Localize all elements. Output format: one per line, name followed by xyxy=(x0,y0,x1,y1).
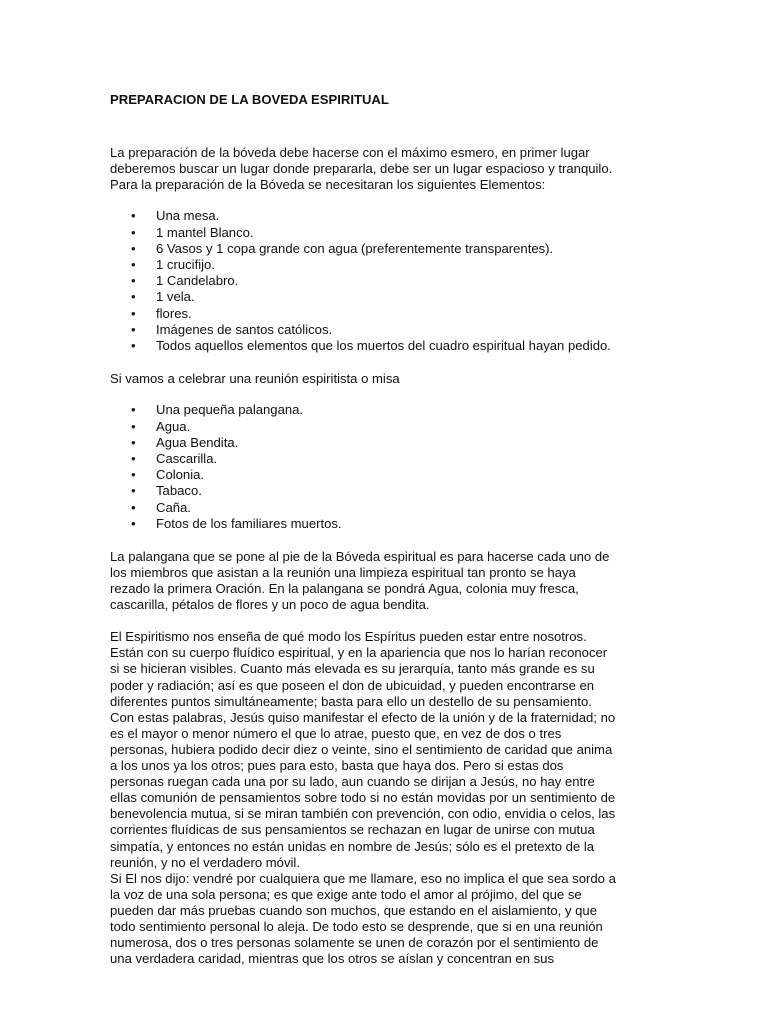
list-item-text: Cascarilla. xyxy=(156,450,218,466)
text-line: Para la preparación de la Bóveda se necesitaran los siguientes Elementos: xyxy=(110,177,546,193)
list-item-text: Tabaco. xyxy=(156,483,202,499)
list-item-text: Agua. xyxy=(156,418,191,434)
bullet-icon: • xyxy=(131,256,136,272)
list-item-text: Fotos de los familiares muertos. xyxy=(156,515,342,531)
misa-list xyxy=(110,402,685,532)
text-line: corrientes fluídicas de sus pensamientos se rechazan en lugar de unirse con mutua xyxy=(110,822,595,838)
misa-intro: Si vamos a celebrar una reunión espiritista o misa xyxy=(110,371,400,387)
text-line: deberemos buscar un lugar donde prepararla, debe ser un lugar espacioso y tranquilo. xyxy=(110,161,613,177)
list-item-text: Una pequeña palangana. xyxy=(156,402,304,418)
text-line: la voz de una sola persona; es que exige ante todo el amor al prójimo, del que se xyxy=(110,886,582,902)
text-line: pueden dar más pruebas cuando son muchos, que estando en el aislamiento, y que xyxy=(110,902,597,918)
list-item-text: 1 mantel Blanco. xyxy=(156,224,254,240)
document-page xyxy=(110,92,685,967)
text-line: numerosa, dos o tres personas solamente se unen de corazón por el sentimiento de xyxy=(110,935,599,951)
text-line: los miembros que asistan a la reunión una limpieza espiritual tan pronto se haya xyxy=(110,565,576,581)
text-line: personas ruegan cada una por su lado, aun cuando se dirijan a Jesús, no hay entre xyxy=(110,774,595,790)
text-line: todo sentimiento personal lo aleja. De todo esto se desprende, que si en una reunión xyxy=(110,918,603,934)
list-item xyxy=(110,451,685,467)
text-line: ellas comunión de pensamientos sobre todo si no están movidas por un sentimiento de xyxy=(110,790,616,806)
bullet-icon: • xyxy=(131,289,136,305)
text-line: La palangana que se pone al pie de la Bóveda espiritual es para hacerse cada uno de xyxy=(110,548,610,564)
text-line: rezado la primera Oración. En la palangana se pondrá Agua, colonia muy fresca, xyxy=(110,581,579,597)
bullet-icon: • xyxy=(131,208,136,224)
intro-paragraph xyxy=(110,145,685,193)
text-line: El Espiritismo nos enseña de qué modo los Espíritus pueden estar entre nosotros. xyxy=(110,629,587,645)
bullet-icon: • xyxy=(131,434,136,450)
list-item xyxy=(110,338,685,354)
text-line: es el mayor o menor número el que lo atrae, puesto que, en vez de dos o tres xyxy=(110,725,562,741)
text-line: personas, hubiera podido decir diez o veinte, sino el sentimiento de caridad que anima xyxy=(110,741,613,757)
text-line: diferentes puntos simultáneamente; basta para ello un destello de su pensamiento. xyxy=(110,693,592,709)
elements-list xyxy=(110,208,685,354)
list-item xyxy=(110,273,685,289)
list-item-text: Caña. xyxy=(156,499,191,515)
list-item xyxy=(110,483,685,499)
bullet-icon: • xyxy=(131,499,136,515)
list-item xyxy=(110,289,685,305)
list-item-text: flores. xyxy=(156,305,192,321)
list-item xyxy=(110,419,685,435)
text-line: cascarilla, pétalos de flores y un poco de agua bendita. xyxy=(110,597,430,613)
list-item xyxy=(110,435,685,451)
list-item-text: Colonia. xyxy=(156,467,205,483)
espiritismo-paragraph xyxy=(110,629,685,967)
text-line: Están con su cuerpo fluídico espiritual, y en la apariencia que nos lo harían reconocer xyxy=(110,645,608,661)
list-item-text: 1 crucifijo. xyxy=(156,256,215,272)
list-item-text: Todos aquellos elementos que los muertos del cuadro espiritual hayan pedido. xyxy=(156,338,611,353)
list-item xyxy=(110,500,685,516)
bullet-icon: • xyxy=(131,273,136,289)
bullet-icon: • xyxy=(131,450,136,466)
bullet-icon: • xyxy=(131,321,136,337)
text-line: poder y radiación; así es que poseen el don de ubicuidad, y pueden encontrarse en xyxy=(110,677,595,693)
document-title: PREPARACION DE LA BOVEDA ESPIRITUAL xyxy=(110,92,389,107)
bullet-icon: • xyxy=(131,305,136,321)
list-item xyxy=(110,208,685,224)
text-line: La preparación de la bóveda debe hacerse con el máximo esmero, en primer lugar xyxy=(110,145,590,161)
text-line: Si El nos dijo: vendré por cualquiera que me llamare, eso no implica el que sea sordo a xyxy=(110,870,616,886)
list-item-text: Imágenes de santos católicos. xyxy=(156,321,333,337)
list-item xyxy=(110,322,685,338)
palangana-paragraph xyxy=(110,549,685,613)
bullet-icon: • xyxy=(131,418,136,434)
text-line: simpatía, y entonces no están unidas en nombre de Jesús; sólo es el pretexto de la xyxy=(110,838,595,854)
bullet-icon: • xyxy=(131,467,136,483)
text-line: a los unos ya los otros; pues para esto, basta que haya dos. Pero si estas dos xyxy=(110,758,564,774)
bullet-icon: • xyxy=(131,224,136,240)
list-item-text: 1 vela. xyxy=(156,289,195,305)
bullet-icon: • xyxy=(131,483,136,499)
list-item xyxy=(110,402,685,418)
bullet-icon: • xyxy=(131,338,136,353)
list-item xyxy=(110,516,685,532)
list-item-text: 6 Vasos y 1 copa grande con agua (preferentemente transparentes). xyxy=(156,240,554,256)
list-item-text: 1 Candelabro. xyxy=(156,273,239,289)
list-item xyxy=(110,241,685,257)
list-item xyxy=(110,225,685,241)
text-line: benevolencia mutua, si se miran también con prevención, con odio, envidia o celos, las xyxy=(110,806,616,822)
text-line: Con estas palabras, Jesús quiso manifestar el efecto de la unión y de la fraternidad; no xyxy=(110,709,616,725)
text-line: una verdadera caridad, mientras que los otros se aíslan y concentran en sus xyxy=(110,951,554,967)
text-line: reunión, y no el verdadero móvil. xyxy=(110,854,300,870)
list-item-text: Una mesa. xyxy=(156,208,220,224)
list-item xyxy=(110,306,685,322)
list-item xyxy=(110,257,685,273)
bullet-icon: • xyxy=(131,515,136,531)
text-line: si se hicieran visibles. Cuanto más elevada es su jerarquía, tanto más grande es su xyxy=(110,661,595,677)
list-item xyxy=(110,467,685,483)
list-item-text: Agua Bendita. xyxy=(156,434,239,450)
bullet-icon: • xyxy=(131,240,136,256)
bullet-icon: • xyxy=(131,402,136,418)
